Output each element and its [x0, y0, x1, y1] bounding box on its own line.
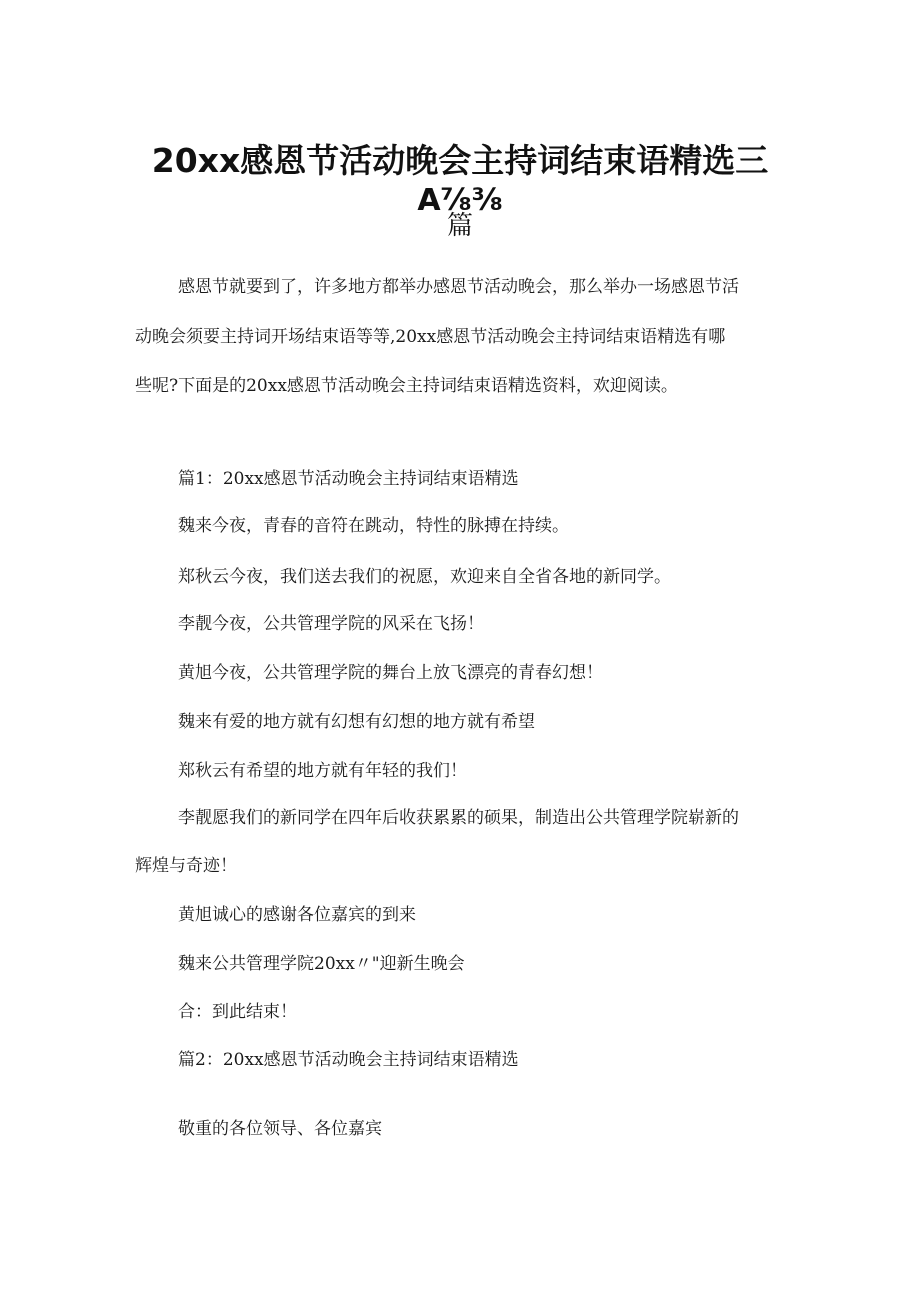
document-title: 20xx感恩节活动晚会主持词结束语精选三 — [151, 141, 769, 180]
document-title-tail: 篇 — [446, 211, 473, 241]
document-title-glyphs: A⅞⅜ — [417, 183, 503, 218]
intro-line-1: 感恩节就要到了，许多地方都举办感恩节活动晚会，那么举办一场感恩节活 — [178, 277, 739, 297]
paragraph: 魏来公共管理学院20xx〃"迎新生晚会 — [178, 954, 465, 974]
paragraph: 李靓愿我们的新同学在四年后收获累累的硕果，制造出公共管理学院崭新的 — [178, 808, 739, 828]
paragraph: 黄旭诚心的感谢各位嘉宾的到来 — [178, 905, 416, 925]
intro-line-2: 动晚会须要主持词开场结束语等等,20xx感恩节活动晚会主持词结束语精选有哪 — [135, 327, 726, 347]
paragraph: 魏来有爱的地方就有幻想有幻想的地方就有希望 — [178, 712, 535, 732]
paragraph: 郑秋云今夜，我们送去我们的祝愿，欢迎来自全省各地的新同学。 — [178, 567, 671, 587]
paragraph: 敬重的各位领导、各位嘉宾 — [178, 1119, 382, 1139]
paragraph: 魏来今夜，青春的音符在跳动，特性的脉搏在持续。 — [178, 516, 569, 536]
section-heading-1: 篇1：20xx感恩节活动晚会主持词结束语精选 — [178, 469, 519, 489]
intro-line-3: 些呢?下面是的20xx感恩节活动晚会主持词结束语精选资料，欢迎阅读。 — [135, 376, 678, 396]
paragraph: 李靓今夜，公共管理学院的风采在飞扬！ — [178, 614, 484, 634]
section-heading-2: 篇2：20xx感恩节活动晚会主持词结束语精选 — [178, 1050, 519, 1070]
paragraph: 辉煌与奇迹！ — [135, 856, 237, 876]
paragraph: 合：到此结束！ — [178, 1002, 297, 1022]
paragraph: 黄旭今夜，公共管理学院的舞台上放飞漂亮的青春幻想！ — [178, 663, 603, 683]
paragraph: 郑秋云有希望的地方就有年轻的我们！ — [178, 761, 467, 781]
